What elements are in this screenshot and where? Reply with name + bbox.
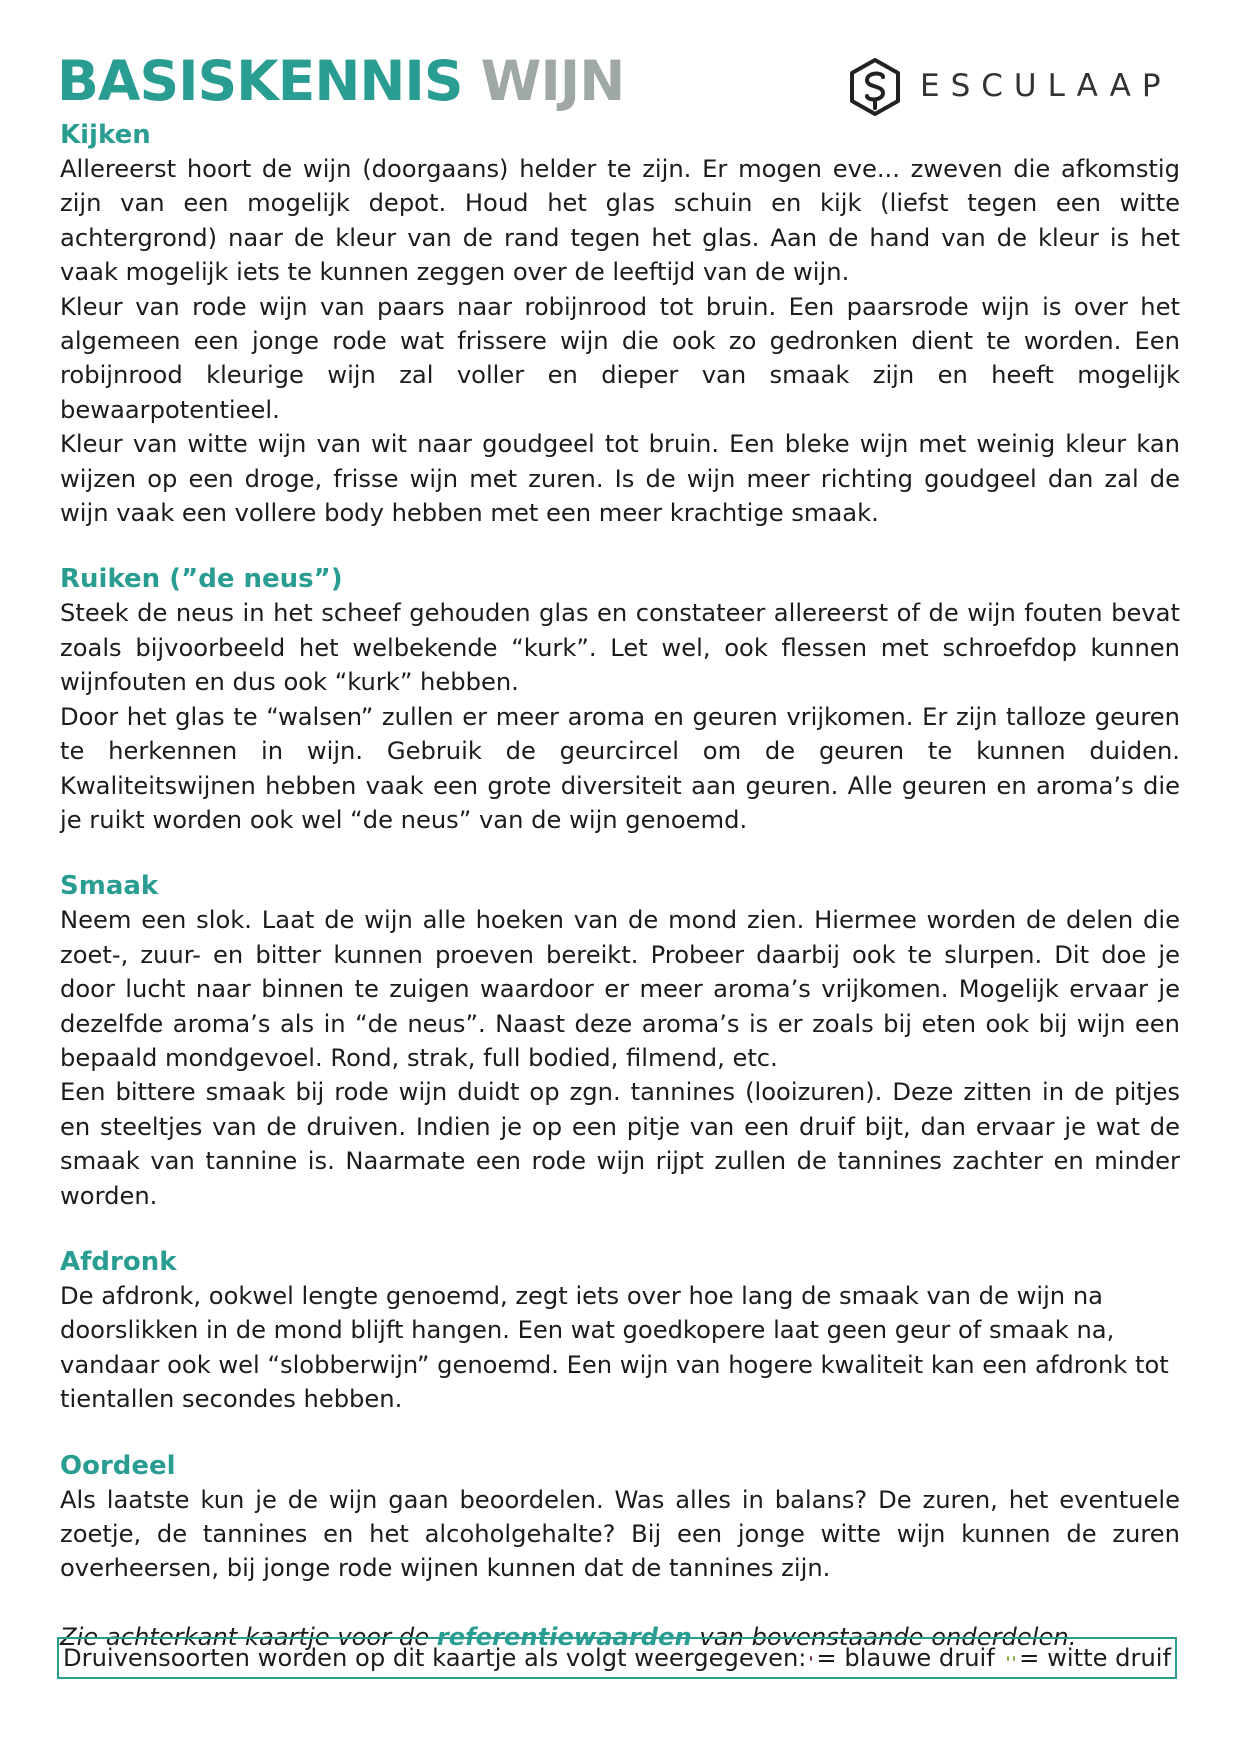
title-part-basiskennis: BASISKENNIS <box>57 49 463 113</box>
section-paragraph: Kleur van witte wijn van wit naar goudgeel tot bruin. Een bleke wijn met weinig kleur kan wijzen op een droge, frisse wijn met zuren. Is de wijn meer richting goudgeel dan zal de wijn vaak een vollere body hebben met een meer krachtige smaak. <box>60 430 1180 528</box>
legend-text: Druivensoorten worden op dit kaartje als volgt weergegeven: <box>63 1644 807 1672</box>
white-grape-dot-icon <box>1007 1656 1009 1661</box>
section-kijken <box>60 118 1180 530</box>
section-paragraph: Door het glas te “walsen” zullen er meer aroma en geuren vrijkomen. Er zijn talloze geuren te herkennen in wijn. Gebruik de geurcircel om de geuren te kunnen duiden. Kwaliteitswijnen hebben vaak een grote diversiteit aan geuren. Alle geuren en aroma’s die je ruikt worden ook wel “de neus” van de wijn genoemd. <box>60 702 1180 834</box>
grape-legend <box>57 1637 1177 1679</box>
section-paragraph: Steek de neus in het scheef gehouden glas en constateer allereerst of de wijn fouten bevat zoals bijvoorbeeld het welbekende “kurk”. Let wel, ook flessen met schroefdop kunnen wijnfouten en dus ook “kurk” hebben. <box>60 599 1180 697</box>
esculaap-logo-icon <box>848 58 902 116</box>
section-paragraph: Allereerst hoort de wijn (doorgaans) helder te zijn. Er mogen eve... zweven die afkomstig zijn van een mogelijk depot. Houd het glas schuin en kijk (liefst tegen een witte achtergrond) naar de kleur van de rand tegen het glas. Aan de hand van de kleur is het vaak mogelijk iets te kunnen zeggen over de leeftijd van de wijn. <box>60 155 1180 287</box>
brand-logo <box>848 58 1188 116</box>
legend-blue-label: = blauwe druif <box>816 1644 995 1672</box>
section-paragraph: Kleur van rode wijn van paars naar robijnrood tot bruin. Een paarsrode wijn is over het algemeen een jonge rode wat frissere wijn die ook zo gedronken dient te worden. Een robijnrood kleurige wijn zal voller en dieper van smaak zijn en heeft mogelijk bewaarpotentieel. <box>60 292 1180 424</box>
brand-name: ESCULAAP <box>920 68 1172 104</box>
content <box>60 118 1180 1654</box>
section-paragraph: De afdronk, ookwel lengte genoemd, zegt iets over hoe lang de smaak van de wijn na doorslikken in de mond blijft hangen. Een wat goedkopere laat geen geur of smaak na, vandaar ook wel “slobberwijn” genoemd. Een wijn van hogere kwaliteit kan een afdronk tot tientallen secondes hebben. <box>60 1281 1169 1414</box>
section-afdronk <box>60 1245 1180 1417</box>
section-ruiken <box>60 562 1180 837</box>
section-oordeel <box>60 1449 1180 1586</box>
section-paragraph: Als laatste kun je de wijn gaan beoordelen. Was alles in balans? De zuren, het eventuele zoetje, de tannines en het alcoholgehalte? Bij een jonge witte wijn kunnen de zuren overheersen, bij jonge rode wijnen kunnen dat de tannines zijn. <box>60 1485 1180 1583</box>
legend-white-label: = witte druif <box>1019 1644 1172 1672</box>
note-text: van bovenstaande onderdelen. <box>691 1622 1077 1651</box>
section-heading: Smaak <box>60 871 159 902</box>
section-heading: Kijken <box>60 120 151 150</box>
title-part-wijn: WIJN <box>480 49 625 113</box>
section-paragraph: Neem een slok. Laat de wijn alle hoeken van de mond zien. Hiermee worden de delen die zoet-, zuur- en bitter kunnen proeven bereikt. Probeer daarbij ook te slurpen. Dit doe je door lucht naar binnen te zuigen waardoor er meer aroma’s vrijkomen. Mogelijk ervaar je dezelfde aroma’s als in “de neus”. Naast deze aroma’s is er zoals bij eten ook bij wijn een bepaald mondgevoel. Rond, strak, full bodied, filmend, etc. <box>60 906 1180 1072</box>
section-paragraph: Een bittere smaak bij rode wijn duidt op zgn. tannines (looizuren). Deze zitten in de pitjes en steeltjes van de druiven. Indien je op een pitje van een druif bijt, dan ervaar je wat de smaak van tannine is. Naarmate een rode wijn rijpt zullen de tannines zachter en minder worden. <box>60 1078 1180 1210</box>
section-heading: Ruiken (”de neus”) <box>60 564 343 595</box>
note-emphasis: referentiewaarden <box>436 1622 692 1651</box>
section-heading: Oordeel <box>60 1450 176 1481</box>
note-text: Zie achterkant kaartje voor de <box>60 1622 437 1651</box>
white-grape-dot-icon <box>1013 1656 1015 1661</box>
page-title <box>57 50 624 112</box>
blue-grape-dot-icon <box>810 1656 812 1661</box>
section-heading: Afdronk <box>60 1246 177 1277</box>
section-smaak <box>60 869 1180 1213</box>
